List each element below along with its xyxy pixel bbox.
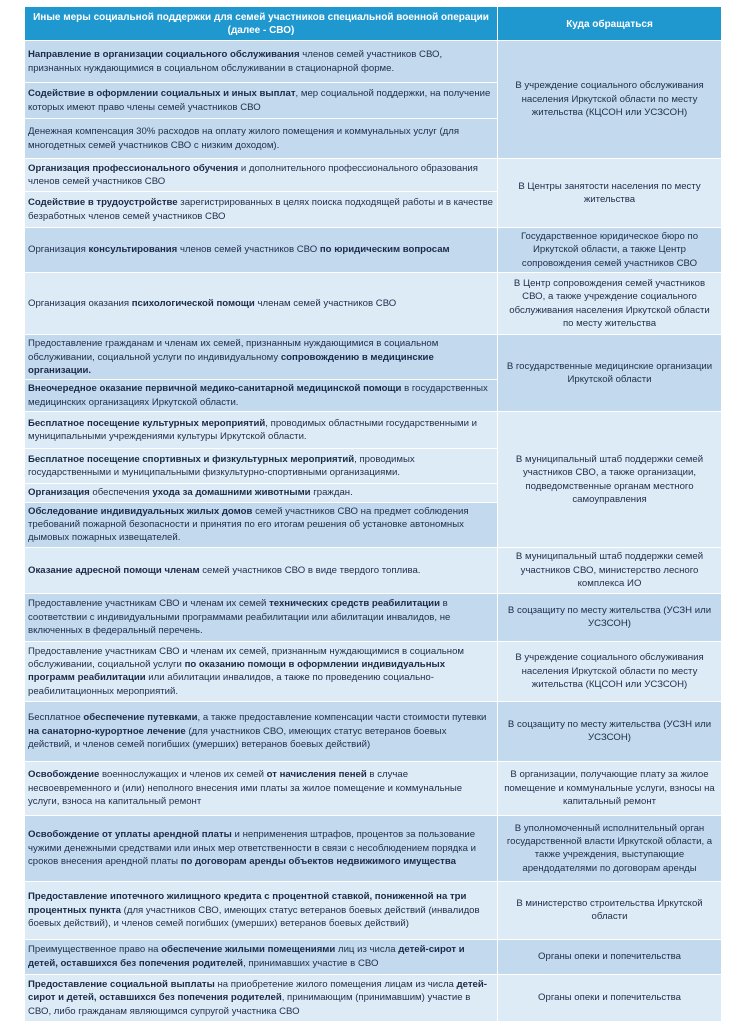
measure-cell bbox=[25, 881, 498, 939]
measure-cell bbox=[25, 547, 498, 593]
support-measures-table bbox=[24, 6, 722, 1022]
measure-cell bbox=[25, 449, 498, 484]
table-row bbox=[25, 228, 722, 273]
measure-text: Денежная компенсация 30% расходов на оплату жилого помещения и коммунальных услуг (для многодетных семей участников СВО с низким доходом). bbox=[28, 126, 460, 151]
measure-cell bbox=[25, 192, 498, 228]
measure-text-bold: по договорам аренды объектов недвижимого имущества bbox=[180, 856, 456, 868]
measure-text: Организация оказания bbox=[28, 298, 132, 310]
measure-cell bbox=[25, 974, 498, 1021]
table-row bbox=[25, 159, 722, 192]
measure-text-bold: Содействие в трудоустройстве bbox=[28, 197, 178, 209]
header-measures: Иные меры социальной поддержки для семей участников специальной военной операции (далее - СВО) bbox=[25, 7, 498, 41]
measure-cell bbox=[25, 502, 498, 547]
measure-text: военнослужащих и членов их семей bbox=[99, 769, 267, 781]
measure-text: или абилитации инвалидов, а также по проведению социально-реабилитационных мероприятий. bbox=[28, 672, 434, 697]
where-cell: В соцзащиту по месту жительства (УСЗН или УСЗСОН) bbox=[498, 593, 722, 641]
measure-text-bold: по оказанию помощи в оформлении индивидуальных программ реабилитации bbox=[28, 658, 446, 684]
measure-text-bold: Направление в организации социального обслуживания bbox=[28, 49, 300, 61]
where-cell: В министерство строительства Иркутской области bbox=[498, 881, 722, 939]
measure-text-bold: детей-сирот и детей, оставшихся без попечения родителей bbox=[28, 944, 465, 969]
measure-text-bold: консультирования bbox=[88, 244, 178, 256]
table-row bbox=[25, 41, 722, 83]
measure-cell bbox=[25, 380, 498, 412]
table-row bbox=[25, 593, 722, 641]
measure-text: , проводимых областными государственными и муниципальными учреждениями культуры Иркутской области. bbox=[28, 417, 478, 443]
measure-text-bold: обеспечение жилыми помещениями bbox=[161, 944, 336, 956]
measure-text: Предоставление участникам СВО и членам их семей bbox=[28, 598, 270, 610]
measure-text-bold: Предоставление социальной выплаты bbox=[28, 978, 215, 990]
measure-text: в государственных медицинских организациях Иркутской области. bbox=[28, 383, 488, 408]
measure-cell bbox=[25, 119, 498, 159]
measure-cell bbox=[25, 593, 498, 641]
measure-text-bold: технических средств реабилитации bbox=[269, 598, 440, 610]
measure-text-bold: Организация профессионального обучения bbox=[28, 162, 239, 174]
where-cell: В соцзащиту по месту жительства (УСЗН или УСЗСОН) bbox=[498, 701, 722, 761]
header-where-to-apply: Куда обращаться bbox=[498, 7, 722, 41]
measure-text-bold: Организация bbox=[28, 487, 90, 499]
table-row bbox=[25, 939, 722, 974]
measure-text-bold: психологической помощи bbox=[131, 298, 255, 310]
measure-cell bbox=[25, 761, 498, 815]
where-cell: В Центры занятости населения по месту жительства bbox=[498, 159, 722, 228]
measure-cell bbox=[25, 41, 498, 83]
measure-text-bold: на санаторно-курортное лечение bbox=[28, 725, 186, 737]
where-cell: В организации, получающие плату за жилое помещение и коммунальные услуги, взносы на капитальный ремонт bbox=[498, 761, 722, 815]
measure-text-bold: детей-сирот и детей, оставшихся без попечения родителей bbox=[28, 978, 487, 1004]
measure-text: на приобретение жилого помещения лицам из числа bbox=[214, 978, 457, 990]
where-cell: В муниципальный штаб поддержки семей участников СВО, министерство лесного комплекса ИО bbox=[498, 547, 722, 593]
measure-text: граждан. bbox=[310, 487, 353, 499]
measure-cell bbox=[25, 484, 498, 502]
table-row bbox=[25, 641, 722, 701]
table-header-row bbox=[25, 7, 722, 41]
measure-text-bold: Освобождение bbox=[28, 769, 100, 781]
measure-text-bold: Предоставление ипотечного жилищного кредита с процентной ставкой, пониженной на три процентных пункта bbox=[28, 891, 467, 916]
measure-text: , принимающим (принимавшим) участие в СВО, либо гражданам являющимся супругой участника СВО bbox=[28, 992, 471, 1017]
measure-text: (для участников СВО, имеющих статус ветеранов боевых действий, и членов семей погибших (умерших) ветеранов боевых действий) bbox=[28, 725, 447, 751]
measure-text: в соответствии с индивидуальными программами реабилитации или абилитации инвалидов, не включенных в федеральный перечень. bbox=[28, 598, 451, 637]
measure-cell bbox=[25, 335, 498, 380]
measure-text-bold: Бесплатное посещение спортивных и физкультурных мероприятий bbox=[28, 453, 355, 465]
table-row bbox=[25, 881, 722, 939]
measure-text: лиц из числа bbox=[335, 944, 399, 956]
where-cell: В учреждение социального обслуживания населения Иркутской области по месту жительства (КЦСОН или УСЗСОН) bbox=[498, 41, 722, 159]
where-cell: В учреждение социального обслуживания населения Иркутской области по месту жительства (КЦСОН или УСЗСОН) bbox=[498, 641, 722, 701]
where-cell: В уполномоченный исполнительный орган государственной власти Иркутской области, а также учреждения, выступающие арендодателями по договорам аренды bbox=[498, 815, 722, 881]
table-row bbox=[25, 547, 722, 593]
measure-text: семей участников СВО на предмет соблюдения требований пожарной безопасности и принятия по его итогам решения об установке автономных дымовых пожарных извещателей. bbox=[28, 505, 469, 544]
measure-text: Организация bbox=[28, 244, 89, 256]
measure-text: и неприменения штрафов, процентов за пользование чужими денежными средствами или иных мер ответственности в связи с несоблюдением порядка и сроков внесения арендной платы bbox=[28, 829, 477, 868]
measure-text-bold: Обследование индивидуальных жилых домов bbox=[28, 505, 253, 517]
measure-text: зарегистрированных в целях поиска подходящей работы и в качестве безработных членов семей участников СВО bbox=[28, 197, 493, 222]
measure-text-bold: Освобождение от уплаты арендной платы bbox=[28, 829, 232, 841]
measure-text: , мер социальной поддержки, на получение которых имеют право члены семей участников СВО bbox=[28, 88, 491, 113]
table-row bbox=[25, 974, 722, 1021]
where-cell: В Центр сопровождения семей участников СВО, а также учреждение социального обслуживания населения Иркутской области по месту жительства bbox=[498, 273, 722, 335]
where-cell: В муниципальный штаб поддержки семей участников СВО, а также организации, подведомственные органам местного самоуправления bbox=[498, 412, 722, 548]
measure-text: (для участников СВО, имеющих статус ветеранов боевых действий (инвалидов боевых действий), и членов семей погибших (умерших) ветеранов боевых действий) bbox=[28, 904, 480, 930]
measure-text-bold: Оказание адресной помощи членам bbox=[28, 564, 200, 576]
table-row bbox=[25, 701, 722, 761]
table-row bbox=[25, 815, 722, 881]
measure-text-bold: ухода за домашними животными bbox=[152, 487, 311, 499]
measure-cell bbox=[25, 83, 498, 119]
measure-cell bbox=[25, 228, 498, 273]
measure-text-bold: Бесплатное посещение культурных мероприятий bbox=[28, 417, 266, 429]
measure-cell bbox=[25, 273, 498, 335]
measure-cell bbox=[25, 412, 498, 449]
measure-cell bbox=[25, 939, 498, 974]
table-row bbox=[25, 761, 722, 815]
measure-text: членов семей участников СВО, признанных нуждающимися в социальном обслуживании в стационарной форме. bbox=[28, 49, 443, 74]
measure-text: , а также предоставление компенсации части стоимости путевки bbox=[197, 712, 487, 724]
measure-text-bold: Содействие в оформлении социальных и иных выплат bbox=[28, 88, 296, 100]
measure-text: Предоставление гражданам и членам их семей, признанным нуждающимися в социальном обслуживании, социальной услуги по индивидуальному bbox=[28, 338, 439, 363]
where-cell: Органы опеки и попечительства bbox=[498, 939, 722, 974]
where-cell: В государственные медицинские организации Иркутской области bbox=[498, 335, 722, 412]
measure-text-bold: Внеочередное оказание первичной медико-санитарной медицинской помощи bbox=[28, 383, 402, 395]
table-row bbox=[25, 335, 722, 380]
measure-text: семей участников СВО в виде твердого топлива. bbox=[199, 564, 421, 576]
measure-text: в случае несвоевременного и (или) неполного внесения ими платы за жилое помещение и коммунальные услуги, взноса на капитальный ремонт bbox=[28, 769, 463, 808]
measure-text-bold: от начисления пеней bbox=[266, 769, 367, 781]
measure-text-bold: обеспечение путевками bbox=[83, 712, 198, 724]
table-row bbox=[25, 412, 722, 449]
measure-text: Бесплатное bbox=[28, 712, 84, 724]
where-cell: Государственное юридическое бюро по Иркутской области, а также Центр сопровождения семей участников СВО bbox=[498, 228, 722, 273]
measure-text-bold: сопровождению в медицинские организации. bbox=[28, 351, 434, 377]
measure-text: Преимущественное право на bbox=[28, 944, 162, 956]
measure-text: , проводимых государственными и муниципальными физкультурно-спортивными организациями. bbox=[28, 453, 415, 479]
measure-text-bold: по юридическим вопросам bbox=[319, 244, 450, 256]
measure-text: Предоставление участникам СВО и членам их семей, признанным нуждающимися в социальном обслуживании, социальной услуги bbox=[28, 645, 465, 670]
measure-text: , принимавших участие в СВО bbox=[243, 957, 379, 969]
measure-text: и дополнительного профессионального образования членов семей участников СВО bbox=[28, 162, 478, 187]
measure-cell bbox=[25, 159, 498, 192]
measure-cell bbox=[25, 815, 498, 881]
where-cell: Органы опеки и попечительства bbox=[498, 974, 722, 1021]
table-row bbox=[25, 273, 722, 335]
measure-cell bbox=[25, 701, 498, 761]
measure-text: членов семей участников СВО bbox=[177, 244, 320, 256]
measure-cell bbox=[25, 641, 498, 701]
measure-text: членам семей участников СВО bbox=[254, 298, 397, 310]
measure-text: обеспечения bbox=[89, 487, 153, 499]
